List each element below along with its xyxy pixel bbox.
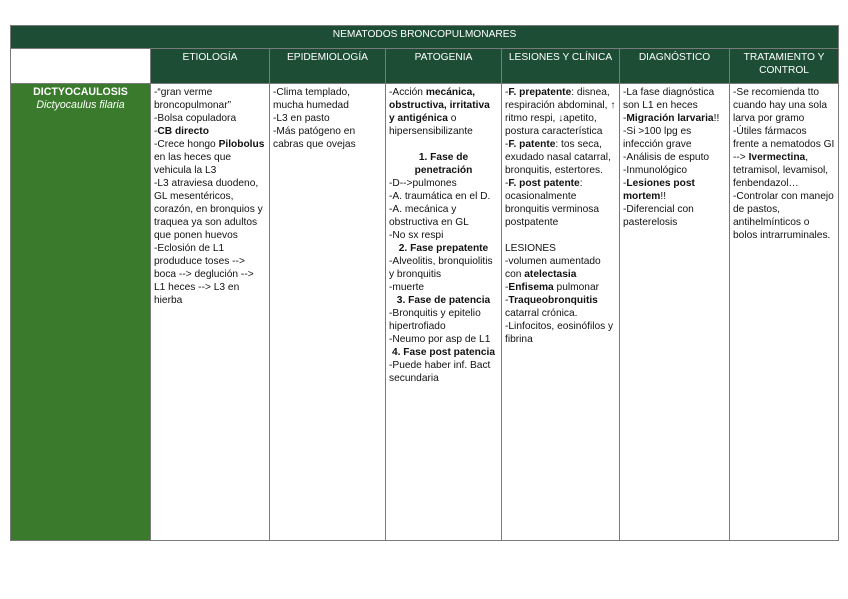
patogenia-line: -Bronquitis y epitelio hipertrofiado	[389, 308, 481, 332]
lesiones-line: -Traqueobronquitis catarral crónica.	[505, 295, 598, 319]
tratamiento-line: -Se recomienda tto cuando hay una sola larva por gramo	[733, 87, 828, 124]
disease-name: DICTYOCAULOSIS	[33, 86, 128, 98]
tratamiento-line: -Útiles fármacos frente a nematodos GI --> Ivermectina, tetramisol, levamisol, fenbendazol…	[733, 126, 835, 189]
diagnostico-cell	[620, 84, 730, 541]
patogenia-line: -Neumo por asp de L1	[389, 334, 491, 345]
etiologia-line: -“gran verme broncopulmonar”	[154, 87, 232, 111]
patogenia-line: -D-->pulmones	[389, 178, 457, 189]
patogenia-line: -muerte	[389, 282, 425, 293]
patogenia-phase-title: 1. Fase de penetración	[414, 152, 473, 176]
patogenia-cell	[386, 84, 502, 541]
patogenia-line: -Alveolitis, bronquiolitis y bronquitis	[389, 256, 493, 280]
header-diagnostico: DIAGNÓSTICO	[620, 49, 730, 84]
patogenia-line: -Puede haber inf. Bact secundaria	[389, 360, 491, 384]
tratamiento-cell	[730, 84, 839, 541]
patogenia-line: -A. traumática en el D.	[389, 191, 491, 202]
epidemiologia-cell	[270, 84, 386, 541]
etiologia-line: -Bolsa copuladora	[154, 113, 237, 124]
tratamiento-line: -Controlar con manejo de pastos, antihelmínticos o bolos intrarruminales.	[733, 191, 834, 241]
epidemiologia-line: -L3 en pasto	[273, 113, 330, 124]
patogenia-line: -A. mecánica y obstructiva en GL	[389, 204, 469, 228]
lesiones-line: -Enfisema pulmonar	[505, 282, 600, 293]
diagnostico-line: -Lesiones post mortem!!	[623, 178, 695, 202]
etiologia-line: -Eclosión de L1 produduce toses --> boca --> deglución --> L1 heces --> L3 en hierba	[154, 243, 254, 306]
patogenia-phase-title: 4. Fase post patencia	[391, 347, 496, 358]
disease-cell	[11, 84, 151, 541]
diagnostico-line: -Si >100 lpg es infección grave	[623, 126, 692, 150]
lesiones-line: -volumen aumentado con atelectasia	[505, 256, 601, 280]
header-epidemiologia: EPIDEMIOLOGÍA	[270, 49, 386, 84]
header-etiologia: ETIOLOGÍA	[151, 49, 270, 84]
epidemiologia-line: -Más patógeno en cabras que ovejas	[273, 126, 356, 150]
diagnostico-line: -Diferencial con pasterelosis	[623, 204, 694, 228]
header-lesiones: LESIONES Y CLÍNICA	[502, 49, 620, 84]
diagnostico-line: -Inmunológico	[623, 165, 687, 176]
lesiones-subtitle: LESIONES	[505, 243, 556, 254]
disease-scientific-name: Dictyocaulus filaria	[36, 99, 125, 111]
etiologia-line: -CB directo	[154, 126, 209, 137]
header-tratamiento: TRATAMIENTO Y CONTROL	[730, 49, 839, 84]
lesiones-line: -Linfocitos, eosinófilos y fibrina	[505, 321, 614, 345]
epidemiologia-line: -Clima templado, mucha humedad	[273, 87, 350, 111]
patogenia-phase-title: 3. Fase de patencia	[396, 295, 491, 306]
etiologia-cell	[151, 84, 270, 541]
diagnostico-line: -Análisis de esputo	[623, 152, 710, 163]
diagnostico-line: -Migración larvaria!!	[623, 113, 720, 124]
lesiones-line: -F. patente: tos seca, exudado nasal catarral, bronquitis, estertores.	[505, 139, 611, 176]
lesiones-line: -F. prepatente: disnea, respiración abdominal, ↑ ritmo respi, ↓apetito, postura característica	[505, 87, 616, 137]
patogenia-line: -No sx respi	[389, 230, 444, 241]
lesiones-cell	[502, 84, 620, 541]
nematodos-table	[10, 25, 839, 541]
header-blank	[11, 49, 151, 84]
lesiones-line: -F. post patente: ocasionalmente bronquitis verminosa postpatente	[505, 178, 599, 228]
diagnostico-line: -La fase diagnóstica son L1 en heces	[623, 87, 715, 111]
table-title: NEMATODOS BRONCOPULMONARES	[11, 26, 839, 49]
etiologia-line: -Crece hongo Pilobolus en las heces que vehicula la L3	[154, 139, 265, 176]
header-patogenia: PATOGENIA	[386, 49, 502, 84]
patogenia-intro: -Acción mecánica, obstructiva, irritativa y antigénica o hipersensibilizante	[389, 87, 490, 137]
etiologia-line: -L3 atraviesa duodeno, GL mesentéricos, corazón, en bronquios y traquea ya son adultos que ponen huevos	[154, 178, 263, 241]
patogenia-phase-title: 2. Fase prepatente	[398, 243, 489, 254]
